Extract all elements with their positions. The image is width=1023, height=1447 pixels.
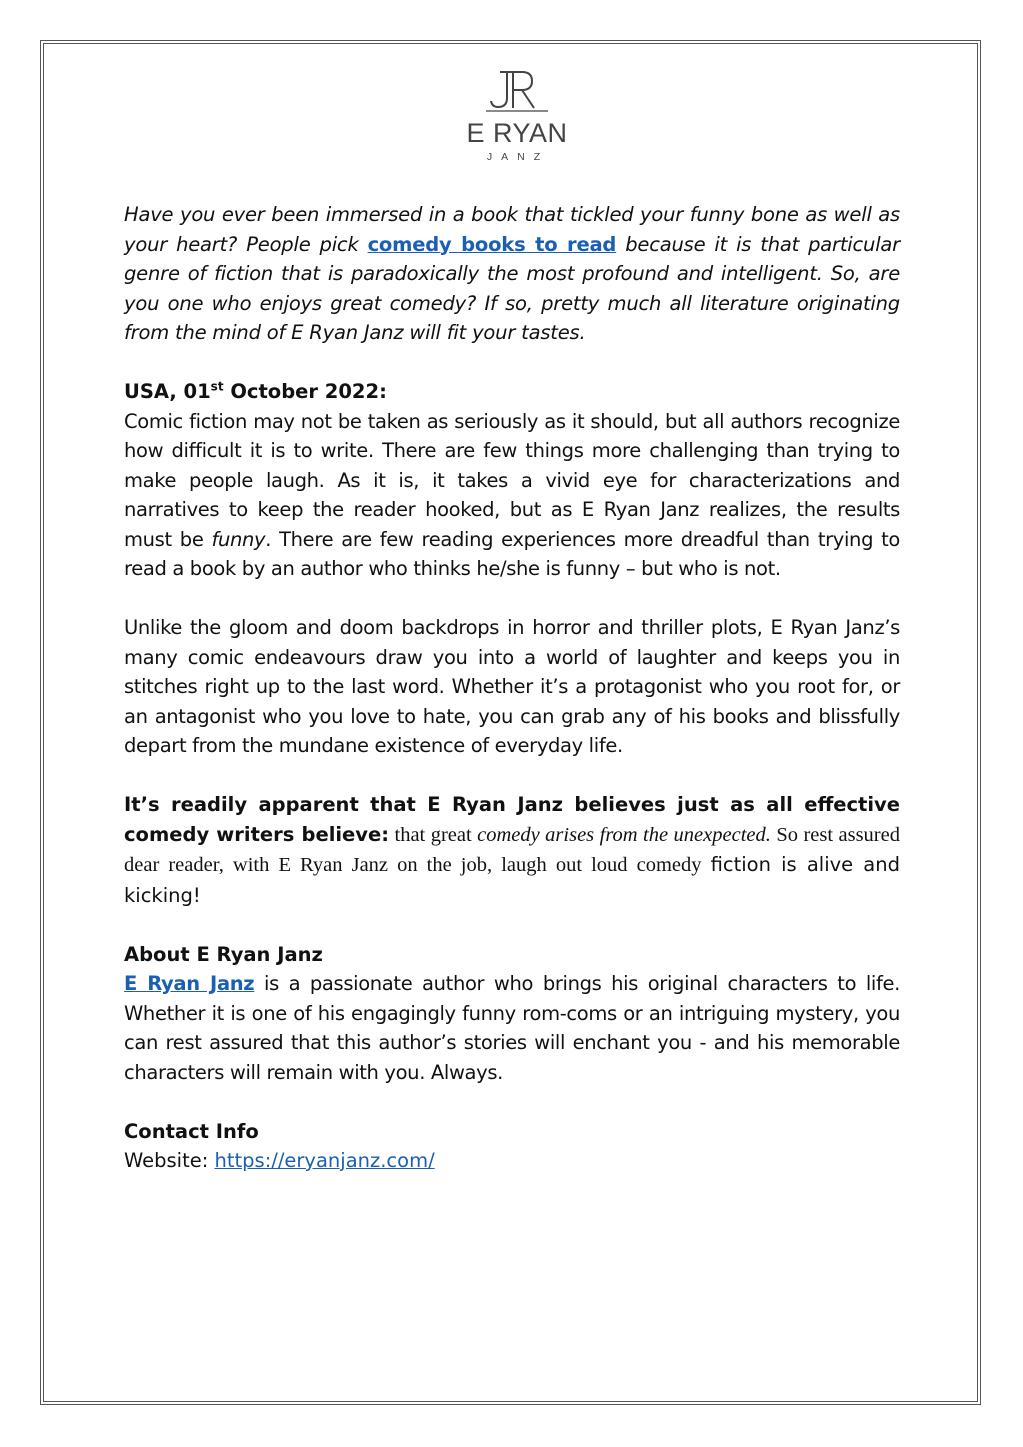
logo-sub: JANZ	[486, 151, 550, 163]
paragraph-1	[124, 407, 900, 584]
comedy-books-link[interactable]: comedy books to read	[367, 232, 617, 256]
eryanjanz-logo	[462, 62, 572, 172]
intro-text-1: Have you ever been immersed in a book that tickled your funny bone as well as your heart? People pick	[124, 203, 900, 256]
dateline-prefix: USA, 01	[124, 380, 211, 403]
contact-heading: Contact Info	[124, 1119, 259, 1143]
dateline	[124, 377, 900, 407]
paragraph-3	[124, 790, 900, 910]
para3-serif-2: So rest assured dear reader, with E Ryan Janz on the job, laugh out loud comedy	[124, 823, 900, 876]
paragraph-2: Unlike the gloom and doom backdrops in horror and thriller plots, E Ryan Janz’s many comic endeavours draw you into a world of laughter and keeps you in stitches right up to the last word. Whether it’s a protagonist who you root for, or an antagonist who you love to hate, you can grab any of his books and blissfully depart from the mundane existence of everyday life.	[124, 616, 900, 757]
intro-paragraph	[124, 200, 900, 348]
about-text: is a passionate author who brings his original characters to life. Whether it is one of his engagingly funny rom-coms or an intriguing mystery, you can rest assured that this author’s stories will enchant you - and his memorable characters will remain with you. Always.	[124, 972, 900, 1084]
author-link[interactable]: E Ryan Janz	[124, 972, 255, 995]
dateline-suffix: October 2022:	[223, 380, 387, 403]
website-label: Website:	[124, 1149, 215, 1172]
para3-italic: comedy arises from the unexpected.	[477, 823, 771, 846]
para1-text-2: . There are few reading experiences more dreadful than trying to read a book by an author who thinks he/she is funny – but who is not.	[124, 527, 900, 580]
contact-line	[124, 1146, 900, 1176]
logo-name: E RYAN	[466, 118, 568, 148]
para3-tail: fiction is alive and kicking!	[124, 853, 900, 907]
para3-bold: It’s readily apparent that E Ryan Janz believes just as all effective comedy writers believe:	[124, 793, 900, 846]
about-paragraph	[124, 969, 900, 1087]
press-release-body	[124, 200, 900, 1176]
para1-text-1: Comic fiction may not be taken as seriously as it should, but all authors recognize how difficult it is to write. There are few things more challenging than trying to make people laugh. As it is, it takes a vivid eye for characterizations and narratives to keep the reader hooked, but as E Ryan Janz realizes, the results must be	[124, 409, 900, 551]
website-link[interactable]: https://eryanjanz.com/	[214, 1149, 435, 1172]
intro-text-2: because it is that particular genre of fiction that is paradoxically the most profound and intelligent. So, are you one who enjoys great comedy? If so, pretty much all literature originating from the mind of E Ryan Janz will fit your tastes.	[124, 232, 900, 344]
para1-italic: funny	[211, 527, 266, 551]
dateline-sup: st	[210, 379, 224, 394]
about-heading: About E Ryan Janz	[124, 942, 323, 966]
para3-serif-1: that great	[389, 823, 478, 846]
